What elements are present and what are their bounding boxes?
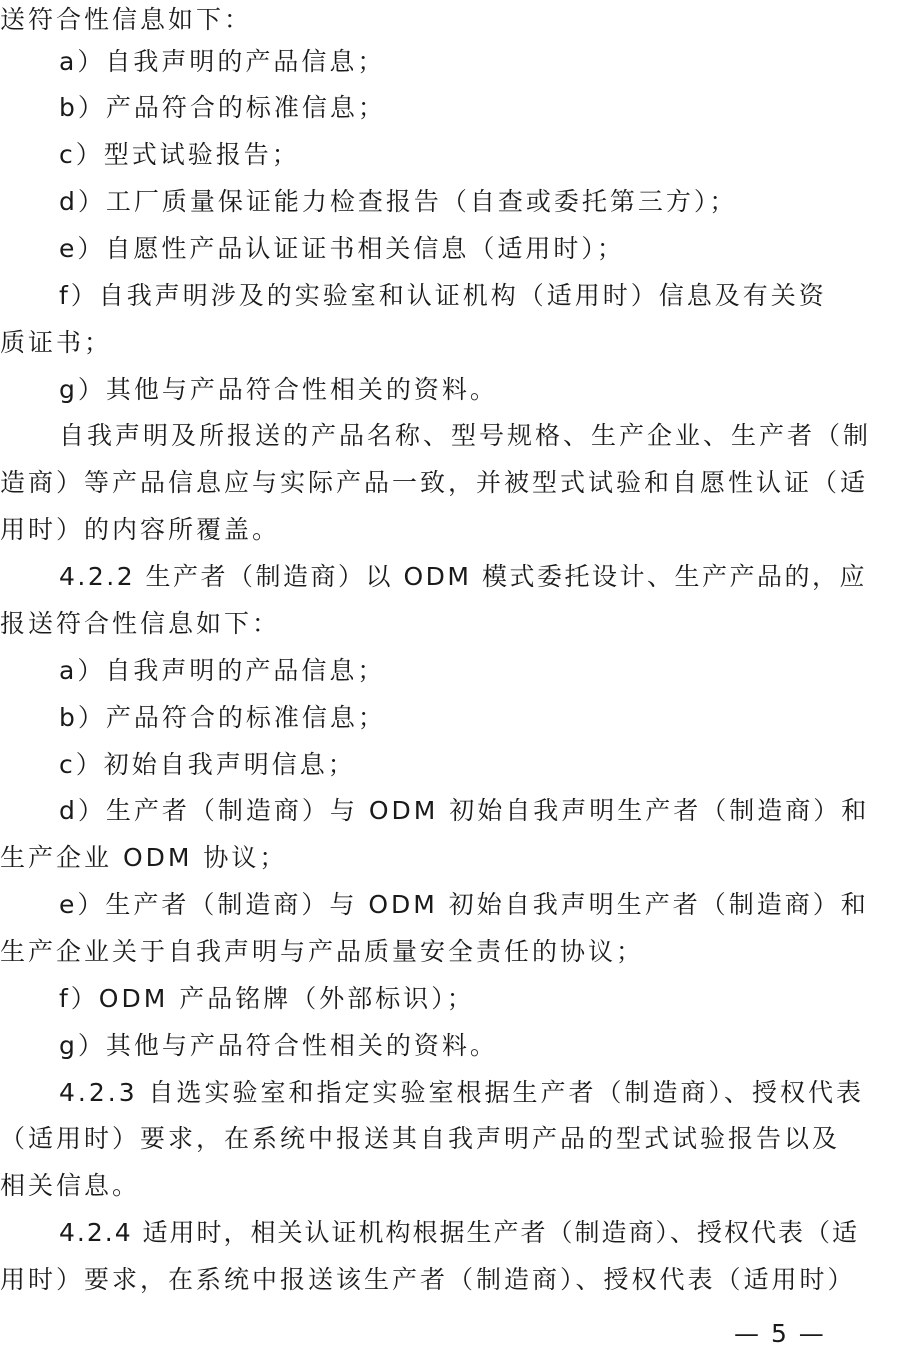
section-4-2-4-cont: 用时）要求，在系统中报送该生产者（制造商）、授权代表（适用时） xyxy=(0,1265,856,1294)
list-item-c-1: c）型式试验报告； xyxy=(59,140,300,169)
list-item-e-1: e）自愿性产品认证证书相关信息（适用时）； xyxy=(59,234,625,263)
page-number: — 5 — xyxy=(734,1319,826,1348)
list-item-a-2: a）自我声明的产品信息； xyxy=(59,656,386,685)
list-item-d-2: d）生产者（制造商）与 ODM 初始自我声明生产者（制造商）和 xyxy=(59,796,870,825)
list-item-f-1: f）自我声明涉及的实验室和认证机构（适用时）信息及有关资 xyxy=(59,281,827,310)
list-item-g-1: g）其他与产品符合性相关的资料。 xyxy=(59,375,498,404)
section-4-2-3-cont: （适用时）要求，在系统中报送其自我声明产品的型式试验报告以及 xyxy=(0,1124,841,1153)
list-item-e-2: e）生产者（制造商）与 ODM 初始自我声明生产者（制造商）和 xyxy=(59,890,869,919)
section-4-2-3-heading: 4.2.3 自选实验室和指定实验室根据生产者（制造商）、授权代表 xyxy=(59,1078,865,1107)
list-item-b-2: b）产品符合的标准信息； xyxy=(59,703,386,732)
list-item-e-2-cont: 生产企业关于自我声明与产品质量安全责任的协议； xyxy=(0,937,645,966)
section-4-2-3-cont: 相关信息。 xyxy=(0,1171,141,1200)
list-item-d-1: d）工厂质量保证能力检查报告（自查或委托第三方）； xyxy=(59,187,738,216)
section-4-2-4-heading: 4.2.4 适用时，相关认证机构根据生产者（制造商）、授权代表（适 xyxy=(59,1218,860,1247)
text-line-1: 送符合性信息如下： xyxy=(0,5,253,34)
list-item-d-2-cont: 生产企业 ODM 协议； xyxy=(0,843,288,872)
paragraph-line: 自我声明及所报送的产品名称、型号规格、生产企业、生产者（制 xyxy=(59,421,872,450)
list-item-a-1: a）自我声明的产品信息； xyxy=(59,47,386,76)
list-item-f-2: f）ODM 产品铭牌（外部标识）； xyxy=(59,984,475,1013)
list-item-b-1: b）产品符合的标准信息； xyxy=(59,93,386,122)
list-item-g-2: g）其他与产品符合性相关的资料。 xyxy=(59,1031,498,1060)
section-4-2-2-cont: 报送符合性信息如下： xyxy=(0,609,281,638)
list-item-f-1-cont: 质证书； xyxy=(0,328,113,357)
paragraph-line: 造商）等产品信息应与实际产品一致，并被型式试验和自愿性认证（适 xyxy=(0,468,869,497)
section-4-2-2-heading: 4.2.2 生产者（制造商）以 ODM 模式委托设计、生产产品的，应 xyxy=(59,562,867,591)
paragraph-line: 用时）的内容所覆盖。 xyxy=(0,515,281,544)
list-item-c-2: c）初始自我声明信息； xyxy=(59,750,356,779)
